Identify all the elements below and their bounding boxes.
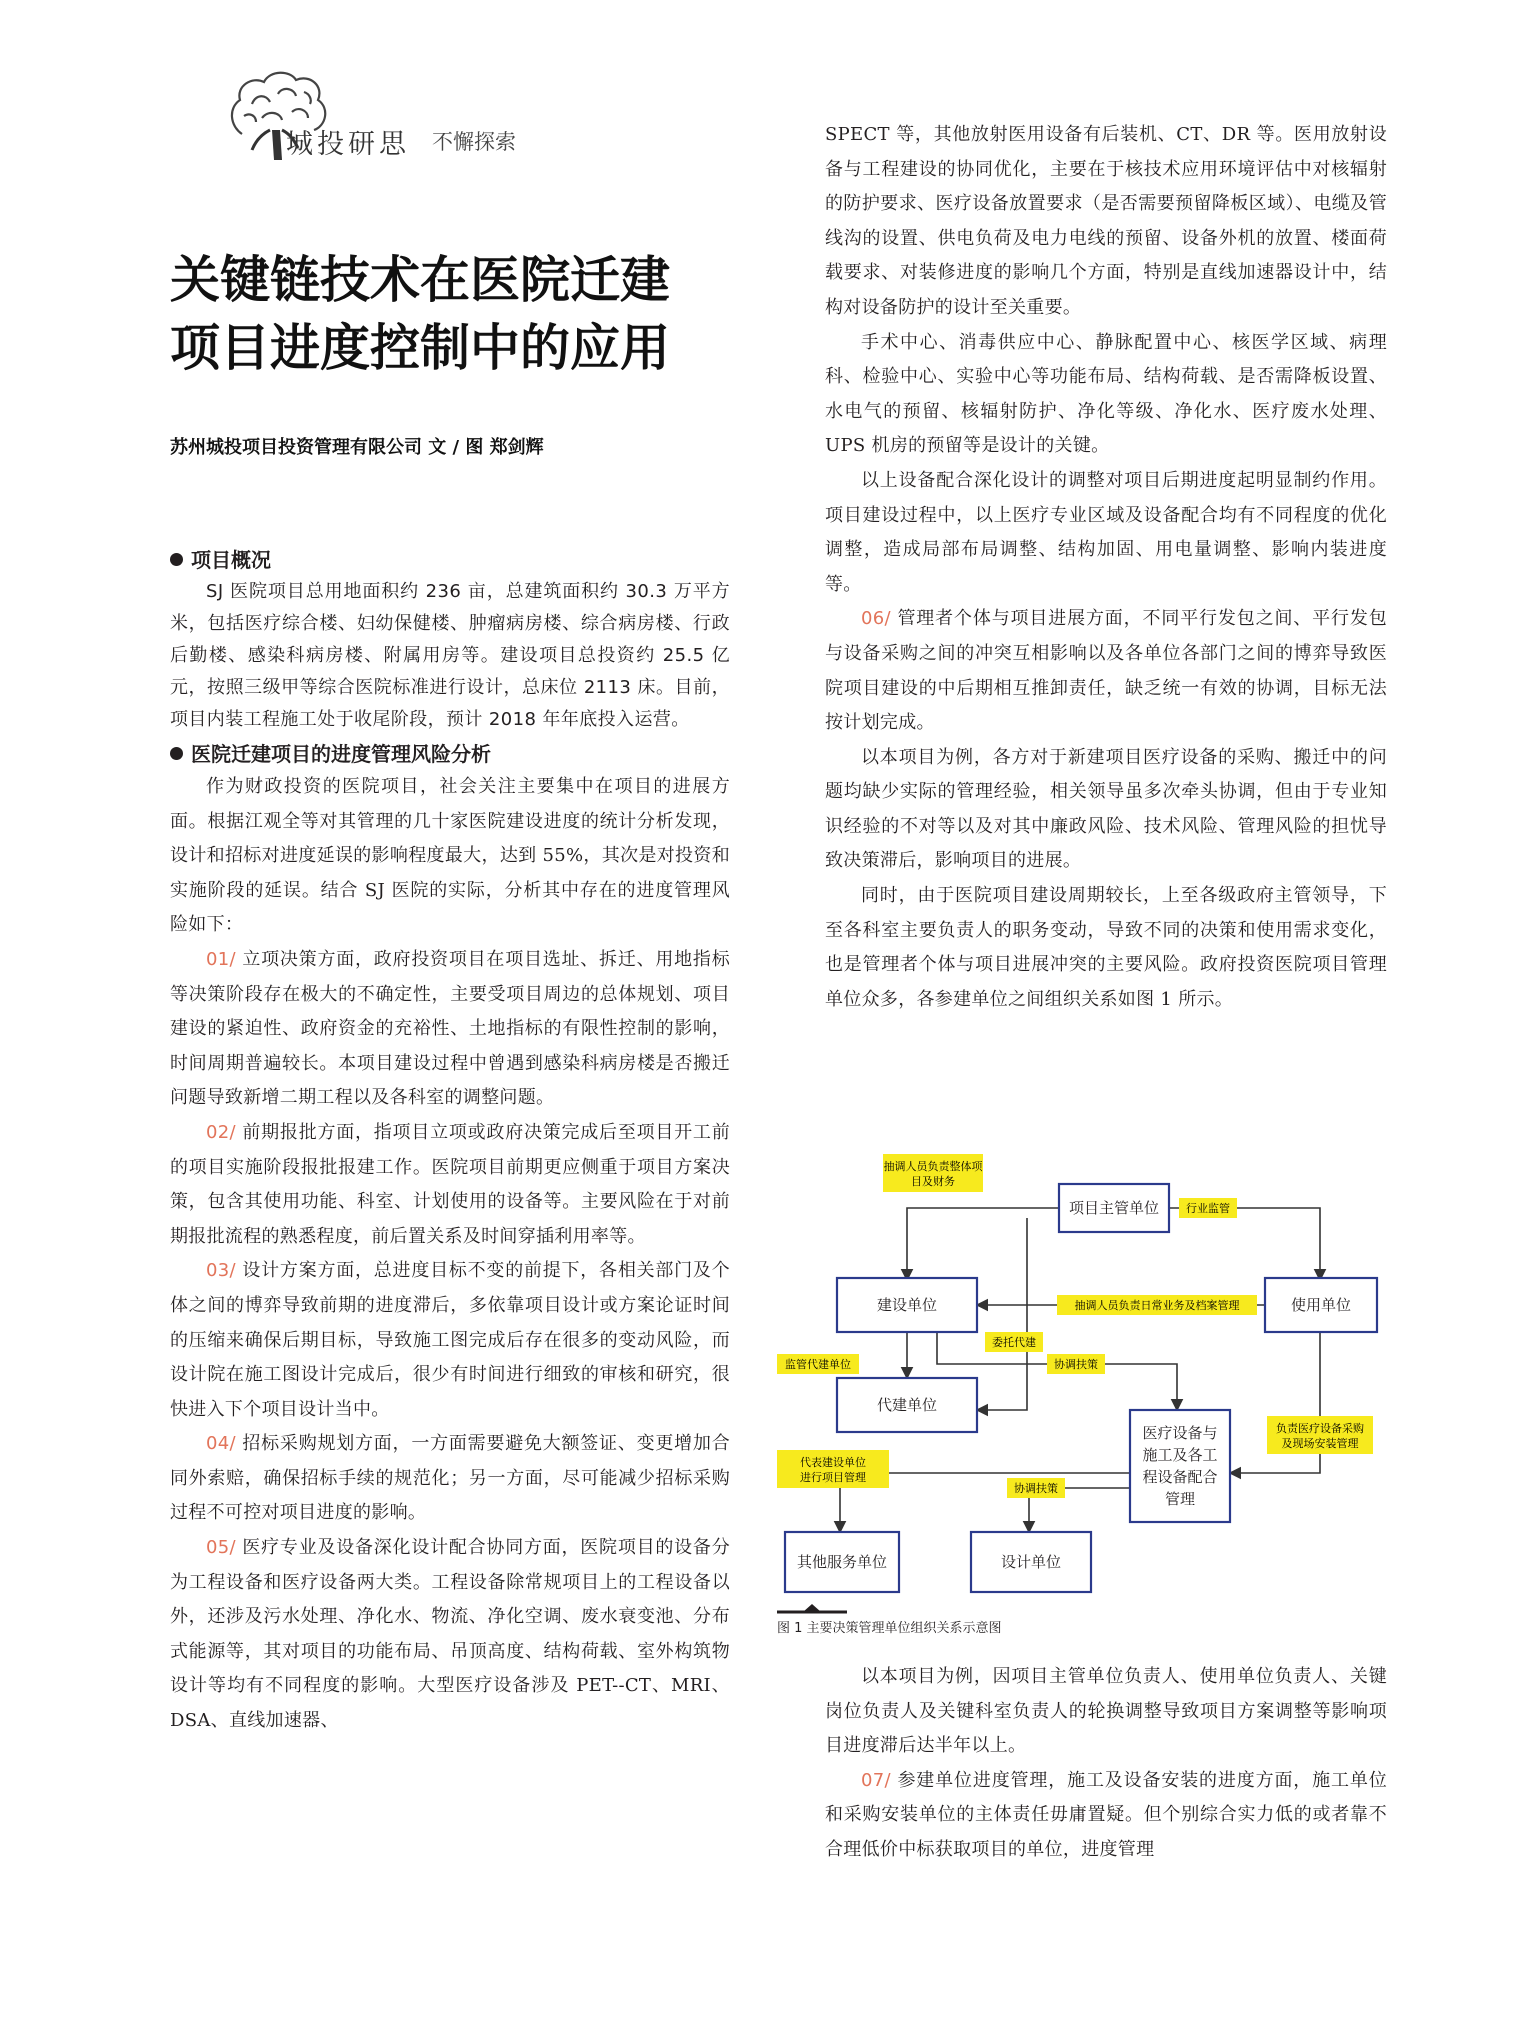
label-proc-b: 及现场安装管理 <box>1281 1437 1359 1450</box>
node-others-label: 其他服务单位 <box>796 1553 888 1571</box>
connector-owner-user <box>1169 1208 1320 1280</box>
node-equipment-label-1: 医疗设备与 <box>1142 1424 1218 1442</box>
title-line-2: 项目进度控制中的应用 <box>170 319 670 377</box>
label-top-b: 目及财务 <box>911 1175 955 1188</box>
node-equipment-label-4: 管理 <box>1164 1490 1196 1508</box>
figure-marker-icon <box>803 1604 821 1612</box>
list-item: 06/ 管理者个体与项目进展方面，不同平行发包之间、平行发包与设备采购之间的冲突互相影响以及各单位各部门之间的博弈导致医院项目建设的中后期相互推卸责任，缺乏统一有效的协调，目标无法按计划完成。 <box>825 608 1387 734</box>
title-line-1: 关键链技术在医院迁建 <box>170 251 670 309</box>
label-rep-a: 代表建设单位 <box>800 1456 866 1469</box>
header <box>222 64 602 164</box>
label-coord-1: 协调扶策 <box>1054 1358 1098 1371</box>
node-equipment-label-2: 施工及各工 <box>1142 1446 1218 1464</box>
section-heading: 医院迁建项目的进度管理风险分析 <box>170 738 730 770</box>
node-equipment-label-3: 程设备配合 <box>1142 1468 1218 1486</box>
paragraph: 作为财政投资的医院项目，社会关注主要集中在项目的进展方面。根据江观全等对其管理的几十家医院建设进度的统计分析发现，设计和招标对进度延误的影响程度最大，达到 55%，其次是对投资和实施阶段的延误。结合 SJ 医院的实际，分析其中存在的进度管理风险如下： <box>170 776 730 936</box>
paragraph: 以本项目为例，因项目主管单位负责人、使用单位负责人、关键岗位负责人及关键科室负责人的轮换调整导致项目方案调整等影响项目进度滞后达半年以上。 <box>825 1666 1387 1757</box>
label-rep-b: 进行项目管理 <box>800 1471 866 1484</box>
section-heading: 项目概况 <box>170 544 730 576</box>
paragraph: 以本项目为例，各方对于新建项目医疗设备的采购、搬迁中的问题均缺少实际的管理经验，相关领导虽多次牵头协调，但由于专业知识经验的不对等以及对其中廉政风险、技术风险、管理风险的担忧导致决策滞后，影响项目的进展。 <box>825 746 1387 872</box>
paragraph: 手术中心、消毒供应中心、静脉配置中心、核医学区域、病理科、检验中心、实验中心等功能布局、结构荷载、是否需降板设置、水电气的预留、核辐射防护、净化等级、净化水、医疗废水处理、UPS 机房的预留等是设计的关键。 <box>825 331 1387 457</box>
right-column <box>825 118 1387 1017</box>
list-item: 05/ 医疗专业及设备深化设计配合协同方面，医院项目的设备分为工程设备和医疗设备两大类。工程设备除常规项目上的工程设备以外，还涉及污水处理、净化水、物流、净化空调、废水衰变池、分布式能源等，其对项目的功能布局、吊顶高度、结构荷载、室外构筑物设计等均有不同程度的影响。大型医疗设备涉及 PET--CT、MRI、DSA、直线加速器、 <box>170 1537 730 1732</box>
connector-owner-agent <box>977 1218 1027 1410</box>
node-user-label: 使用单位 <box>1290 1296 1352 1314</box>
label-top-a: 抽调人员负责整体项 <box>883 1160 983 1173</box>
left-column <box>170 544 730 1739</box>
right-column-lower <box>825 1660 1387 1868</box>
paragraph: SPECT 等，其他放射医用设备有后装机、CT、DR 等。医用放射设备与工程建设的协同优化，主要在于核技术应用环境评估中对核辐射的防护要求、医疗设备放置要求（是否需要预留降板区域）、电缆及管线沟的设置、供电负荷及电力电线的预留、设备外机的放置、楼面荷载要求、对装修进度的影响几个方面，特别是直线加速器设计中，结构对设备防护的设计至关重要。 <box>825 124 1387 318</box>
list-item: 04/ 招标采购规划方面，一方面需要避免大额签证、变更增加合同外索赔，确保招标手续的规范化；另一方面，尽可能减少招标采购过程不可控对项目进度的影响。 <box>170 1433 730 1524</box>
node-design-label: 设计单位 <box>1000 1553 1062 1571</box>
brand-slogan: 不懈探索 <box>432 130 516 154</box>
byline: 苏州城投项目投资管理有限公司 文 / 图 郑剑辉 <box>170 437 544 458</box>
list-item: 01/ 立项决策方面，政府投资项目在项目选址、拆迁、用地指标等决策阶段存在极大的不确定性，主要受项目周边的总体规划、项目建设的紧迫性、政府资金的充裕性、土地指标的有限性控制的影响，时间周期普遍较长。本项目建设过程中曾遇到感染科病房楼是否搬迁问题导致新增二期工程以及各科室的调整问题。 <box>170 948 730 1109</box>
org-chart-figure <box>777 1148 1405 1632</box>
bullet-icon <box>170 553 183 566</box>
paragraph: 以上设备配合深化设计的调整对项目后期进度起明显制约作用。项目建设过程中，以上医疗专业区域及设备配合均有不同程度的优化调整，造成局部布局调整、结构加固、用电量调整、影响内装进度等。 <box>825 469 1387 595</box>
label-coord-2: 协调扶策 <box>1014 1482 1058 1495</box>
list-item: 02/ 前期报批方面，指项目立项或政府决策完成后至项目开工前的项目实施阶段报批报建工作。医院项目前期更应侧重于项目方案决策，包含其使用功能、科室、计划使用的设备等。主要风险在于对前期报批流程的熟悉程度，前后置关系及时间穿插利用率等。 <box>170 1121 730 1247</box>
label-entrust: 委托代建 <box>992 1336 1036 1349</box>
node-builder-label: 建设单位 <box>876 1296 938 1314</box>
brand-name: 城投研思 <box>286 129 410 160</box>
node-owner-label: 项目主管单位 <box>1068 1199 1160 1217</box>
org-chart-diagram <box>777 1148 1405 1632</box>
figure-caption: 图 1 主要决策管理单位组织关系示意图 <box>777 1621 1002 1636</box>
section-1-text: SJ 医院项目总用地面积约 236 亩，总建筑面积约 30.3 万平方米，包括医疗综合楼、妇幼保健楼、肿瘤病房楼、综合病房楼、行政后勤楼、感染科病房楼、附属用房等。建设项目总投资约 25.5 亿元，按照三级甲等综合医院标准进行设计，总床位 2113 床。目前，项目内装工程施工处于收尾阶段，预计 2018 年年底投入运营。 <box>170 581 730 730</box>
connector-owner-builder <box>907 1208 1059 1280</box>
article-title <box>170 246 770 382</box>
paragraph: 同时，由于医院项目建设周期较长，上至各级政府主管领导，下至各科室主要负责人的职务变动，导致不同的决策和使用需求变化，也是管理者个体与项目进展冲突的主要风险。政府投资医院项目管理单位众多，各参建单位之间组织关系如图 1 所示。 <box>825 885 1387 1010</box>
node-agent-label: 代建单位 <box>876 1396 938 1414</box>
bullet-icon <box>170 747 183 760</box>
list-item: 07/ 参建单位进度管理，施工及设备安装的进度方面，施工单位和采购安装单位的主体责任毋庸置疑。但个别综合实力低的或者靠不合理低价中标获取项目的单位，进度管理 <box>825 1769 1387 1860</box>
label-supervise: 监管代建单位 <box>785 1358 851 1371</box>
label-proc-a: 负责医疗设备采购 <box>1276 1422 1364 1435</box>
label-daily: 抽调人员负责日常业务及档案管理 <box>1074 1299 1240 1312</box>
label-industry: 行业监管 <box>1186 1202 1230 1215</box>
list-item: 03/ 设计方案方面，总进度目标不变的前提下，各相关部门及个体之间的博弈导致前期的进度滞后，多依靠项目设计或方案论证时间的压缩来确保后期目标，导致施工图完成后存在很多的变动风险，而设计院在施工图设计完成后，很少有时间进行细致的审核和研究，很快进入下个项目设计当中。 <box>170 1260 730 1420</box>
